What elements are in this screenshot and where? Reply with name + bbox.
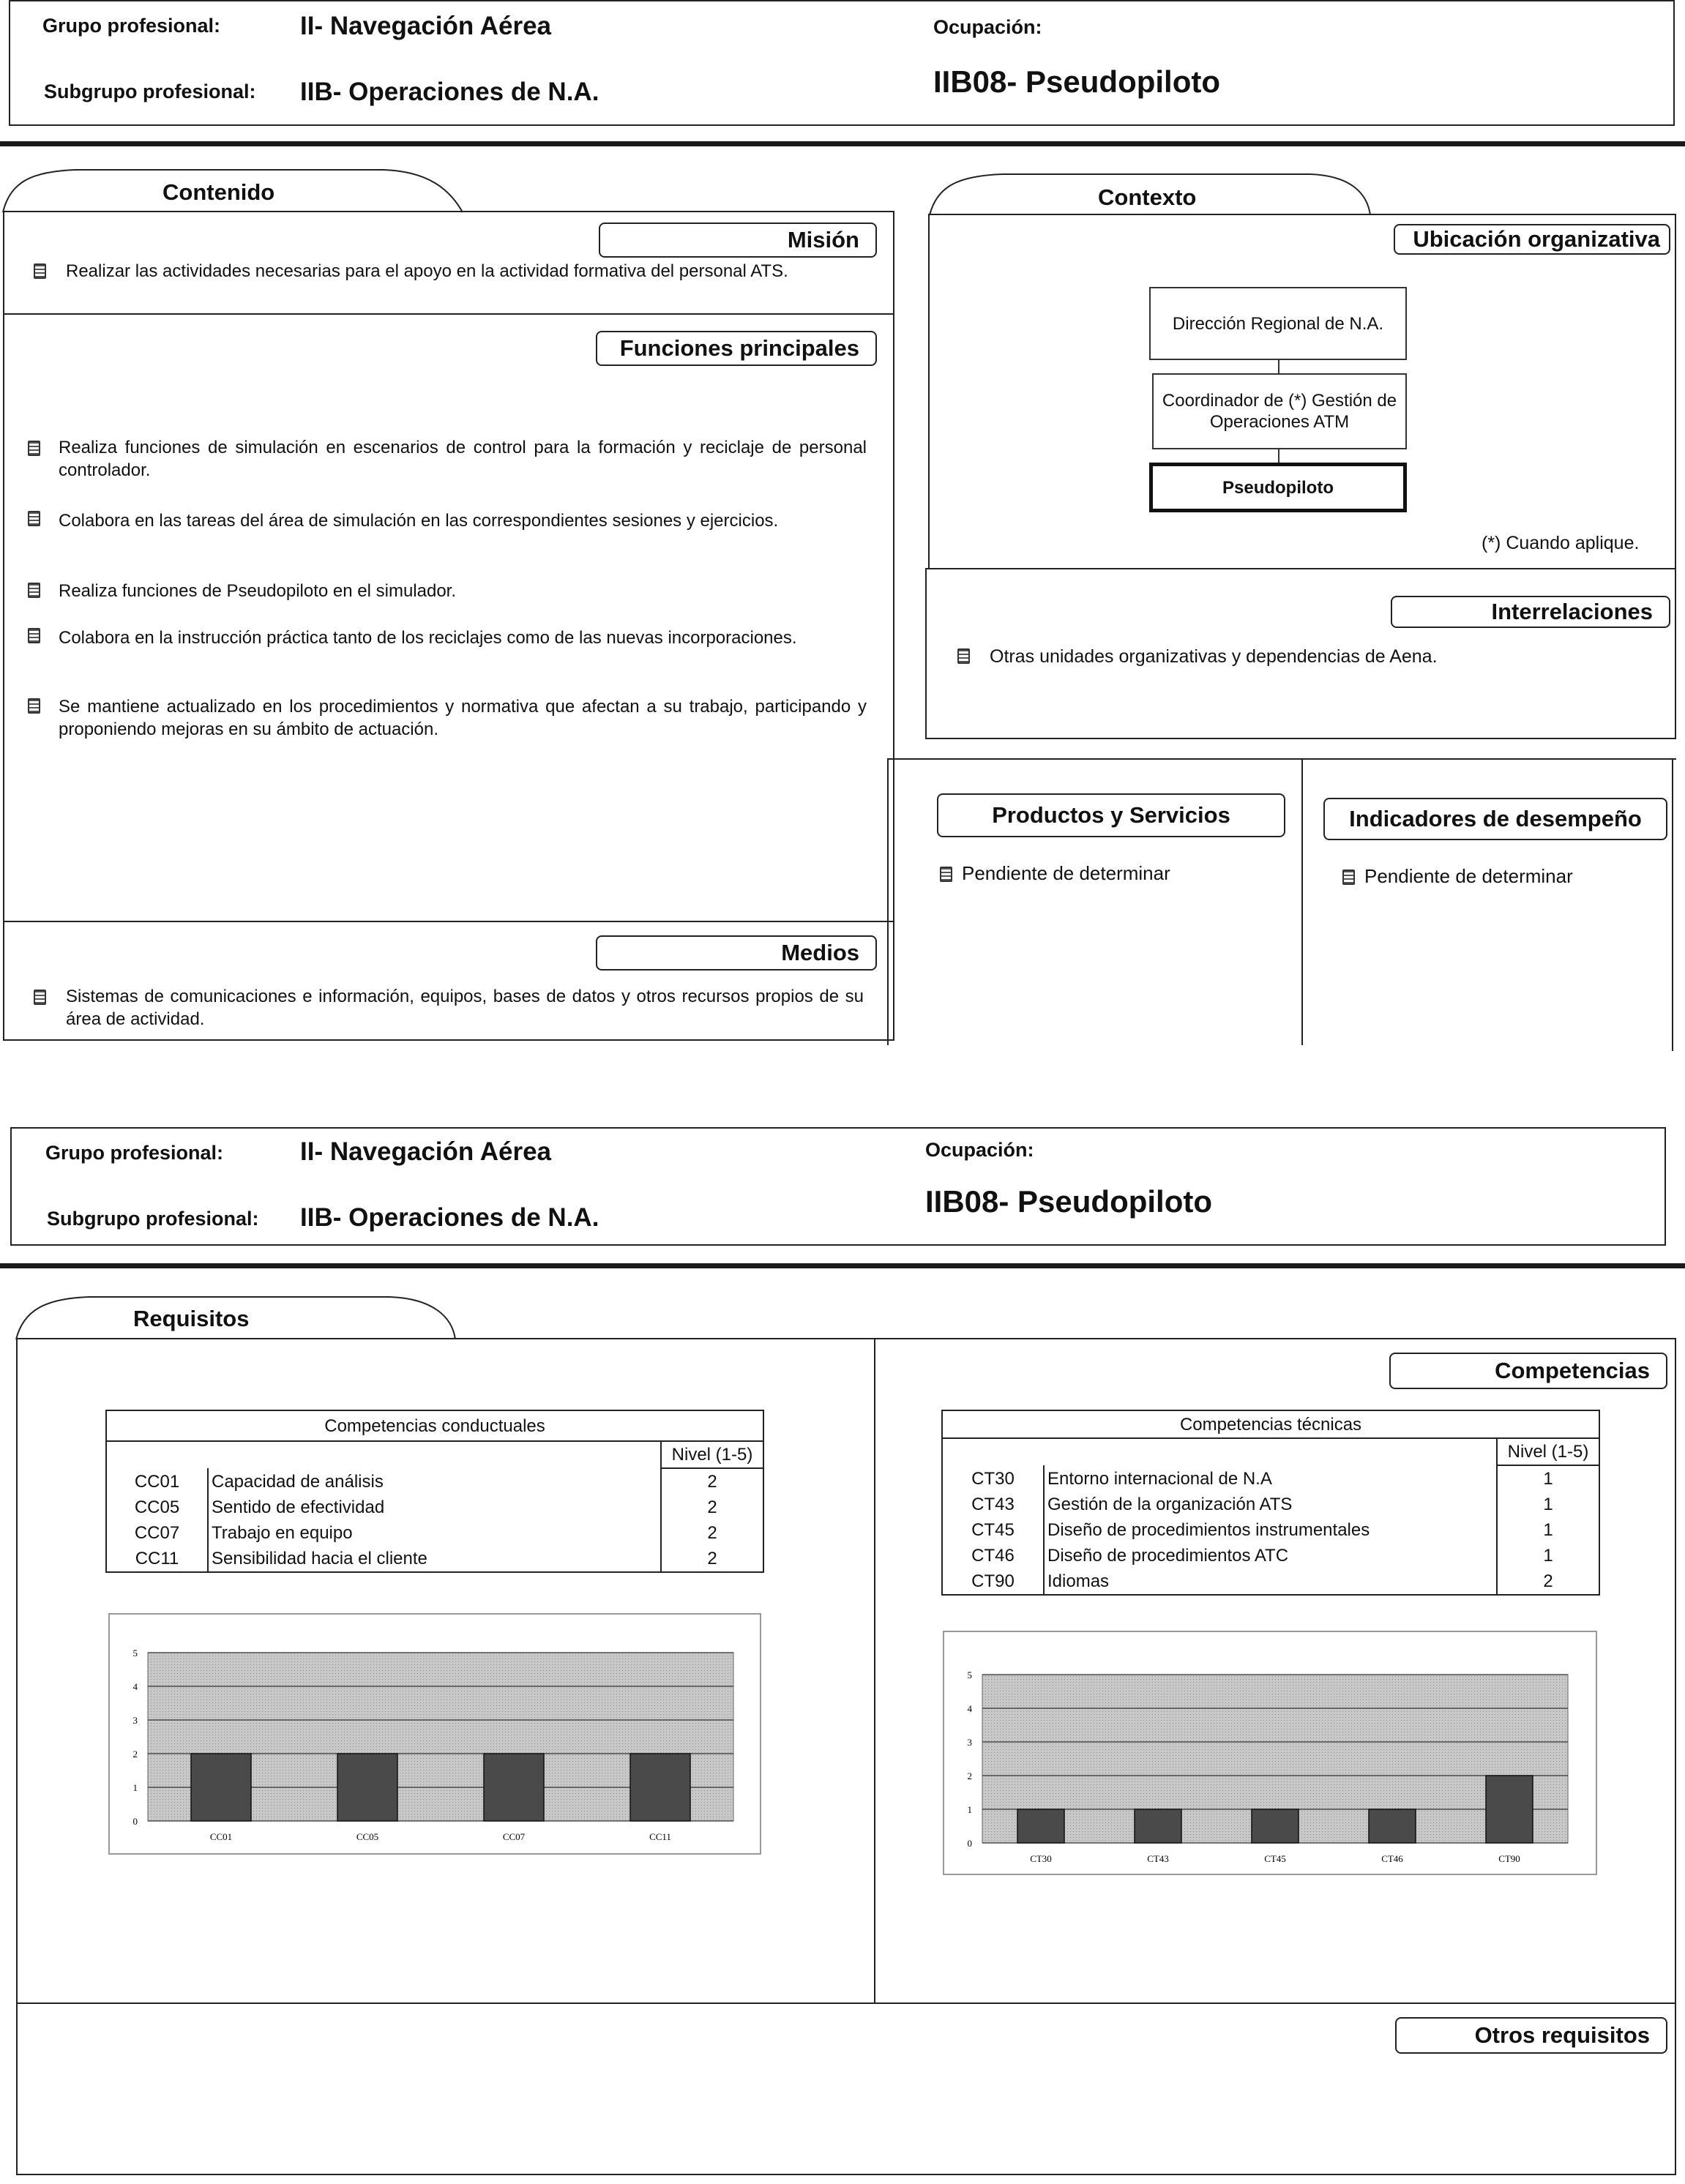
divider-mision <box>3 313 894 315</box>
name-cell: Sentido de efectividad <box>208 1495 661 1520</box>
document-bullet-icon <box>1342 870 1355 885</box>
subgrupo-label: Subgrupo profesional: <box>44 81 256 102</box>
code-cell: CC11 <box>106 1546 208 1572</box>
level-cell: 2 <box>707 1497 717 1517</box>
ocupacion-label: Ocupación: <box>925 1139 1034 1161</box>
code-cell: CT45 <box>942 1517 1044 1543</box>
productos-text: Pendiente de determinar <box>962 862 1170 884</box>
level-cell: 1 <box>1543 1520 1553 1540</box>
chart-ytick-label: 0 <box>132 1816 138 1827</box>
ocupacion-label: Ocupación: <box>933 16 1042 38</box>
level-cell: 2 <box>707 1523 717 1543</box>
otros-requisitos-title: Otros requisitos <box>1395 2017 1667 2054</box>
medios-text: Sistemas de comunicaciones e información, equipos, bases de datos y otros recursos propios de su área de actividad. <box>66 987 864 1029</box>
funcion-item: Se mantiene actualizado en los procedimientos y normativa que afectan a su trabajo, participando y proponiendo mejoras en su ámbito de actuación. <box>59 697 867 739</box>
mision-text: Realizar las actividades necesarias para el apoyo en la actividad formativa del personal ATS. <box>66 261 788 281</box>
grupo-label: Grupo profesional: <box>42 15 220 37</box>
subgrupo-label: Subgrupo profesional: <box>47 1208 259 1230</box>
table-row <box>106 1468 763 1495</box>
code-cell: CT30 <box>942 1465 1044 1492</box>
ocupacion-value: IIB08- Pseudopiloto <box>925 1184 1213 1219</box>
table-row <box>106 1546 763 1572</box>
divider-otros <box>16 2002 1676 2004</box>
funcion-item: Colabora en la instrucción práctica tanto de los reciclajes como de las nuevas incorporaciones. <box>59 628 797 648</box>
subgrupo-value: IIB- Operaciones de N.A. <box>300 78 599 106</box>
chart-bar <box>1135 1809 1181 1843</box>
table-row <box>942 1568 1599 1595</box>
code-cell: CT46 <box>942 1543 1044 1568</box>
table-row <box>942 1543 1599 1568</box>
requisitos-tab-label: Requisitos <box>133 1306 250 1331</box>
name-cell: Diseño de procedimientos ATC <box>1044 1543 1497 1568</box>
ocupacion-value: IIB08- Pseudopiloto <box>933 64 1221 99</box>
chart-xtick-label: CT43 <box>1147 1853 1169 1864</box>
chart-xtick-label: CT46 <box>1381 1853 1403 1864</box>
code-cell: CC07 <box>106 1520 208 1546</box>
divider-productos-left <box>887 758 889 1045</box>
chart-bar <box>337 1754 397 1821</box>
divider-2 <box>0 1263 1685 1268</box>
nivel-header: Nivel (1-5) <box>1497 1438 1599 1465</box>
medios-title: Medios <box>596 935 877 971</box>
funciones-title: Funciones principales <box>596 331 877 366</box>
code-cell: CT43 <box>942 1492 1044 1517</box>
chart-tecnicas-svg <box>944 1632 1596 1874</box>
chart-conductuales <box>108 1613 761 1855</box>
level-cell: 2 <box>1543 1571 1553 1591</box>
chart-xtick-label: CC07 <box>502 1831 526 1842</box>
org-nota: (*) Cuando aplique. <box>1482 533 1640 553</box>
chart-bar <box>191 1754 251 1821</box>
name-cell: Idiomas <box>1044 1568 1497 1595</box>
divider-1 <box>0 141 1685 146</box>
level-cell: 1 <box>1543 1469 1553 1489</box>
document-bullet-icon <box>34 263 46 279</box>
indicadores-text: Pendiente de determinar <box>1364 865 1573 887</box>
name-cell: Diseño de procedimientos instrumentales <box>1044 1517 1497 1543</box>
code-cell: CC01 <box>106 1468 208 1495</box>
table-title: Competencias conductuales <box>106 1410 763 1441</box>
chart-conductuales-svg <box>110 1615 760 1853</box>
chart-xtick-label: CC11 <box>649 1831 671 1842</box>
chart-ytick-label: 0 <box>967 1838 972 1849</box>
divider-productos-top <box>887 758 1676 760</box>
name-cell: Capacidad de análisis <box>208 1468 661 1495</box>
contenido-tab-label: Contenido <box>162 179 275 205</box>
org-box-pseudopiloto: Pseudopiloto <box>1149 463 1407 512</box>
chart-ytick-label: 4 <box>967 1703 972 1714</box>
chart-ytick-label: 1 <box>967 1804 972 1815</box>
name-cell: Gestión de la organización ATS <box>1044 1492 1497 1517</box>
document-bullet-icon <box>28 628 40 643</box>
chart-bar <box>1017 1809 1064 1843</box>
divider-requisitos-mid <box>874 1338 875 2002</box>
name-cell: Trabajo en equipo <box>208 1520 661 1546</box>
document-bullet-icon <box>28 698 40 714</box>
funcion-item: Colabora en las tareas del área de simulación en las correspondientes sesiones y ejercicios. <box>59 511 779 531</box>
competencias-title: Competencias <box>1389 1353 1667 1389</box>
chart-ytick-label: 5 <box>132 1648 138 1658</box>
code-cell: CC05 <box>106 1495 208 1520</box>
chart-ytick-label: 2 <box>132 1749 138 1759</box>
chart-xtick-label: CC01 <box>209 1831 233 1842</box>
grupo-label: Grupo profesional: <box>45 1142 223 1164</box>
level-cell: 2 <box>707 1549 717 1568</box>
divider-productos-right <box>1672 758 1673 1051</box>
contexto-tab-label: Contexto <box>1098 184 1197 210</box>
indicadores-title: Indicadores de desempeño <box>1323 798 1667 840</box>
subgrupo-value: IIB- Operaciones de N.A. <box>300 1203 599 1232</box>
ubicacion-title: Ubicación organizativa <box>1394 224 1670 255</box>
chart-xtick-label: CT45 <box>1264 1853 1286 1864</box>
level-cell: 2 <box>707 1472 717 1492</box>
funcion-item: Realiza funciones de Pseudopiloto en el simulador. <box>59 581 457 601</box>
org-box-direccion: Dirección Regional de N.A. <box>1149 287 1407 360</box>
table-row <box>942 1517 1599 1543</box>
divider-medios <box>3 921 894 922</box>
interrelaciones-text: Otras unidades organizativas y dependencias de Aena. <box>990 646 1438 667</box>
interrelaciones-title: Interrelaciones <box>1391 596 1670 628</box>
document-bullet-icon <box>34 990 46 1005</box>
chart-ytick-label: 1 <box>132 1782 138 1793</box>
org-box-coordinador: Coordinador de (*) Gestión de Operaciones ATM <box>1152 373 1407 449</box>
chart-xtick-label: CT30 <box>1030 1853 1052 1864</box>
competencias-tecnicas-table <box>941 1410 1600 1596</box>
productos-title: Productos y Servicios <box>937 793 1285 837</box>
header-box-1 <box>9 0 1675 126</box>
level-cell: 1 <box>1543 1495 1553 1514</box>
chart-xtick-label: CT90 <box>1498 1853 1520 1864</box>
mision-title: Misión <box>599 222 877 258</box>
org-connector <box>1278 449 1279 463</box>
chart-ytick-label: 3 <box>132 1715 138 1726</box>
document-bullet-icon <box>28 583 40 598</box>
grupo-value: II- Navegación Aérea <box>300 12 552 40</box>
chart-ytick-label: 2 <box>967 1770 972 1781</box>
chart-ytick-label: 5 <box>967 1669 972 1680</box>
table-row <box>942 1465 1599 1492</box>
table-row <box>106 1520 763 1546</box>
nivel-header: Nivel (1-5) <box>661 1441 763 1468</box>
competencias-conductuales-table <box>105 1410 764 1573</box>
table-row <box>942 1492 1599 1517</box>
code-cell: CT90 <box>942 1568 1044 1595</box>
chart-bar <box>630 1754 690 1821</box>
chart-bar <box>1252 1809 1299 1843</box>
document-bullet-icon <box>940 867 952 882</box>
grupo-value: II- Navegación Aérea <box>300 1137 552 1166</box>
table-title: Competencias técnicas <box>942 1410 1599 1438</box>
divider-productos-mid <box>1301 758 1303 1045</box>
table-row <box>106 1495 763 1520</box>
chart-bar <box>484 1754 544 1821</box>
document-bullet-icon <box>957 648 970 664</box>
level-cell: 1 <box>1543 1546 1553 1566</box>
document-bullet-icon <box>28 441 40 456</box>
document-bullet-icon <box>28 511 40 526</box>
org-connector <box>1278 360 1279 373</box>
chart-ytick-label: 3 <box>967 1737 972 1748</box>
chart-xtick-label: CC05 <box>356 1831 379 1842</box>
funcion-item: Realiza funciones de simulación en escenarios de control para la formación y reciclaje de personal controlador. <box>59 438 867 480</box>
name-cell: Entorno internacional de N.A <box>1044 1465 1497 1492</box>
name-cell: Sensibilidad hacia el cliente <box>208 1546 661 1572</box>
chart-bar <box>1369 1809 1416 1843</box>
chart-ytick-label: 4 <box>132 1681 138 1692</box>
chart-tecnicas <box>943 1631 1597 1875</box>
chart-bar <box>1486 1776 1533 1843</box>
